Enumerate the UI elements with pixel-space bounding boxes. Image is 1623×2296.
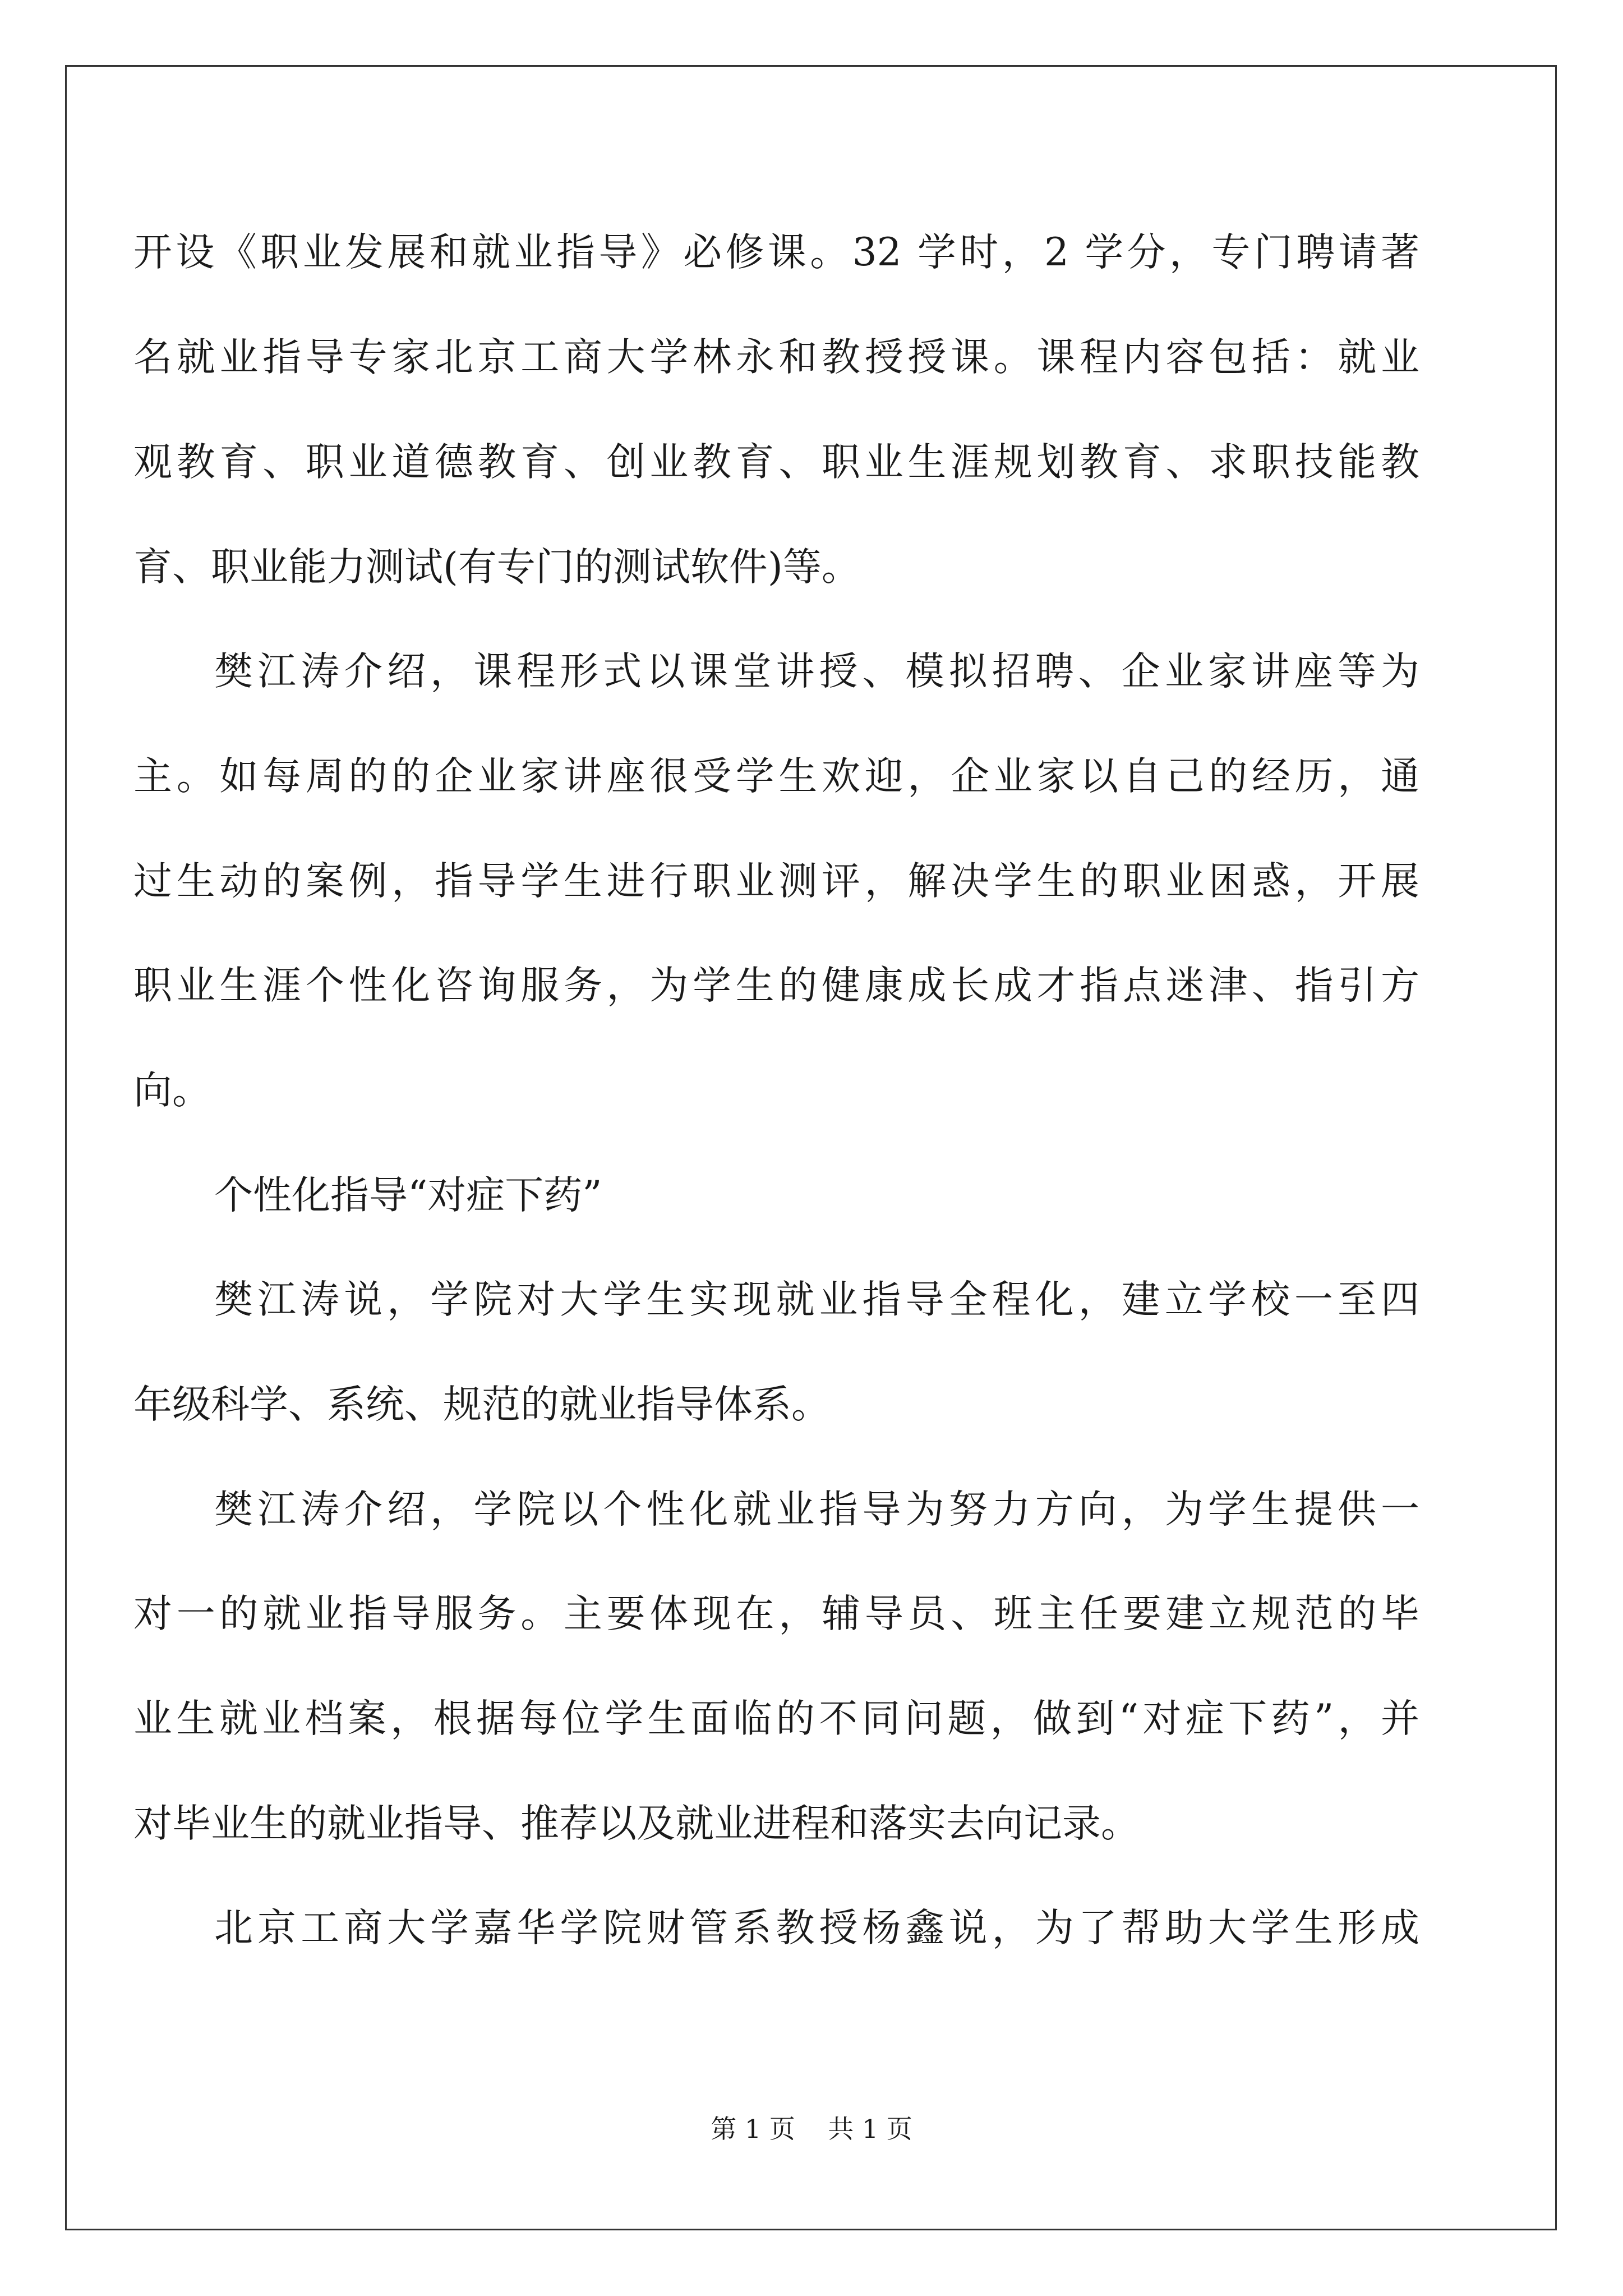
text-line: 育、职业能力测试(有专门的测试软件)等。 — [133, 545, 860, 590]
text-line: 过生动的案例，指导学生进行职业测评，解决学生的职业困惑，开展 — [133, 859, 1419, 904]
section-heading: 个性化指导“对症下药” — [214, 1173, 602, 1218]
text-line: 年级科学、系统、规范的就业指导体系。 — [133, 1382, 830, 1427]
text-line: 对一的就业指导服务。主要体现在，辅导员、班主任要建立规范的毕 — [133, 1591, 1419, 1636]
text-line: 职业生涯个性化咨询服务，为学生的健康成长成才指点迷津、指引方 — [133, 963, 1419, 1008]
text-line: 樊江涛介绍，课程形式以课堂讲授、模拟招聘、企业家讲座等为 — [214, 649, 1419, 694]
text-line: 樊江涛说，学院对大学生实现就业指导全程化，建立学校一至四 — [214, 1277, 1419, 1322]
text-line: 樊江涛介绍，学院以个性化就业指导为努力方向，为学生提供一 — [214, 1487, 1419, 1532]
text-line: 观教育、职业道德教育、创业教育、职业生涯规划教育、求职技能教 — [133, 440, 1419, 485]
text-line: 向。 — [133, 1068, 211, 1113]
text-line: 名就业指导专家北京工商大学林永和教授授课。课程内容包括：就业 — [133, 335, 1419, 380]
text-line: 开设《职业发展和就业指导》必修课。32 学时，2 学分，专门聘请著 — [133, 230, 1419, 275]
page-number: 第 1 页 共 1 页 — [711, 2114, 912, 2144]
text-line: 北京工商大学嘉华学院财管系教授杨鑫说，为了帮助大学生形成 — [214, 1906, 1419, 1950]
text-line: 主。如每周的的企业家讲座很受学生欢迎，企业家以自己的经历，通 — [133, 754, 1419, 799]
text-line: 对毕业生的就业指导、推荐以及就业进程和落实去向记录。 — [133, 1801, 1140, 1846]
text-line: 业生就业档案，根据每位学生面临的不同问题，做到“对症下药”，并 — [133, 1696, 1419, 1741]
